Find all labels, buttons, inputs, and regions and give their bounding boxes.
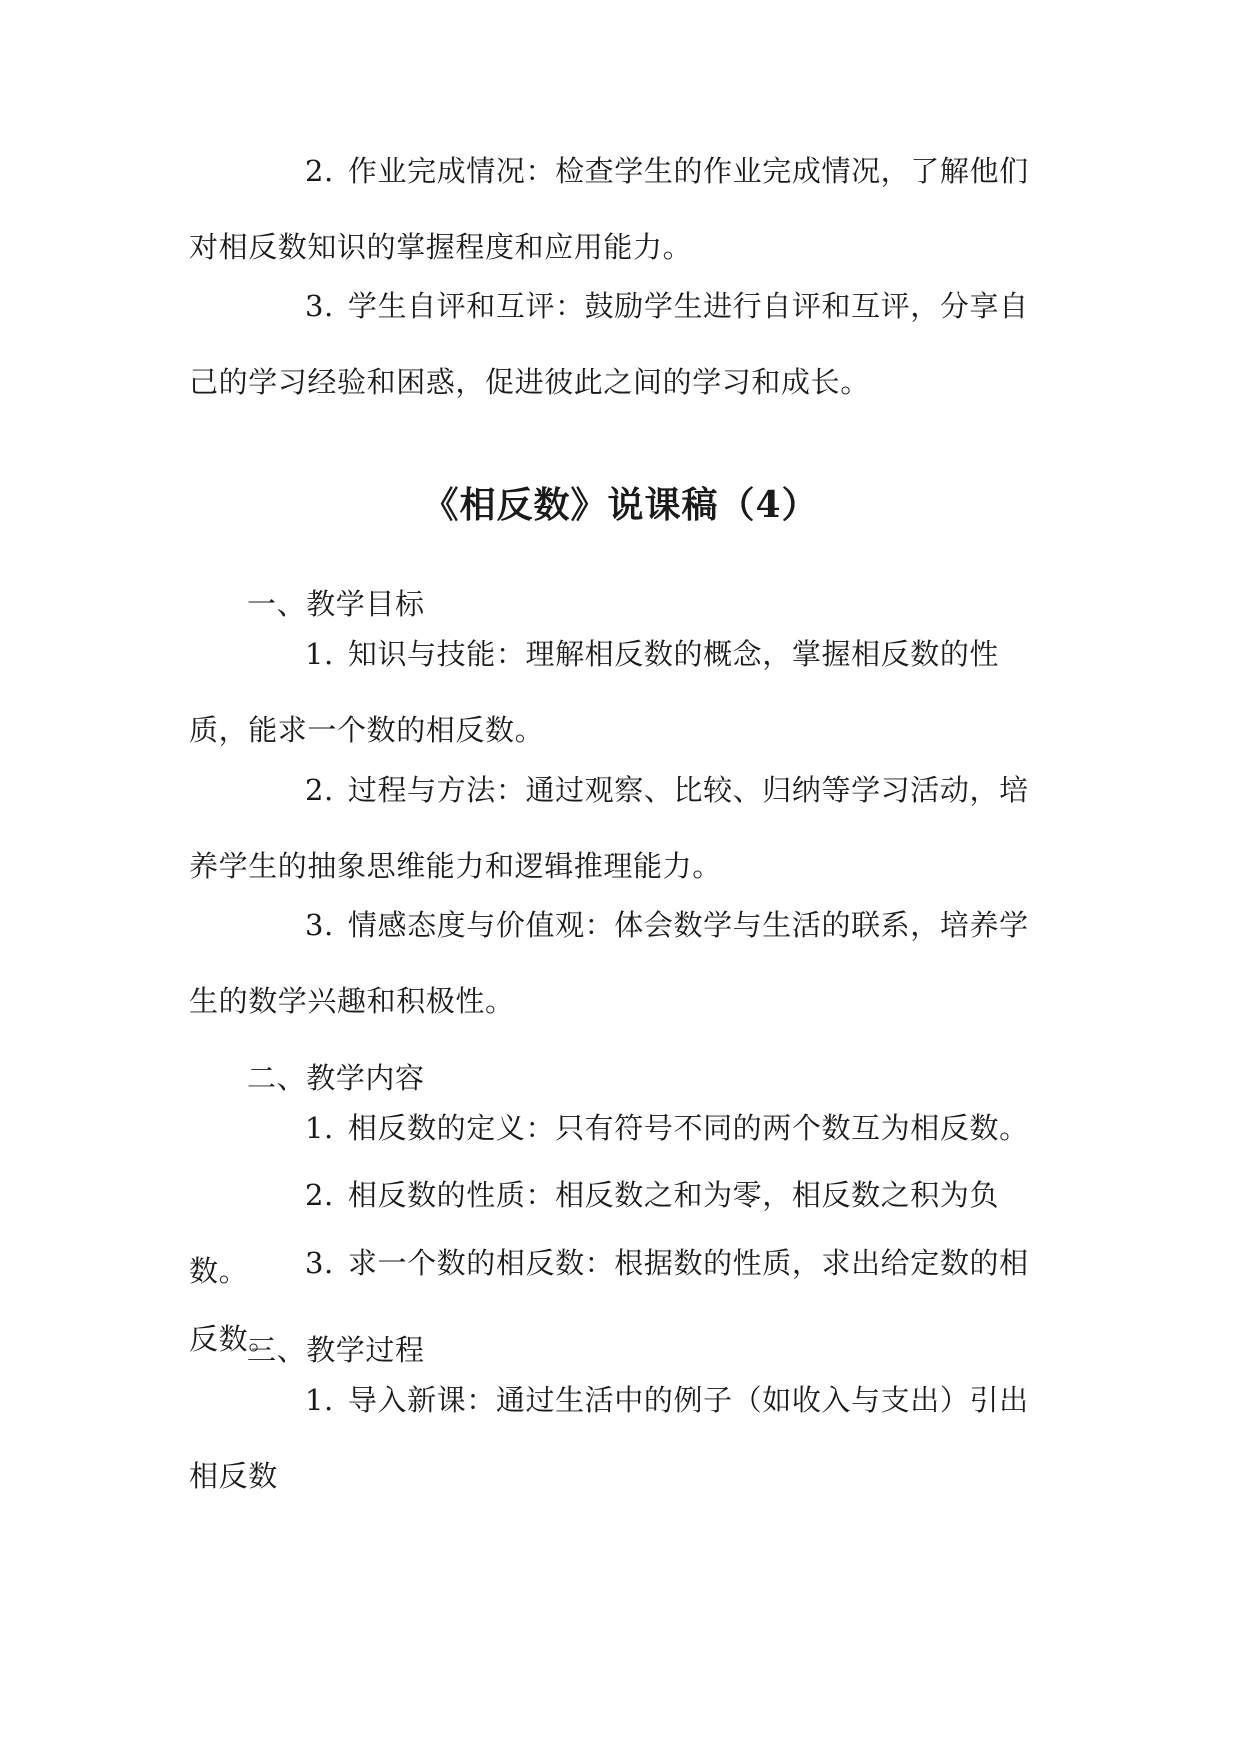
heading-text: 三、教学过程 (247, 1333, 425, 1367)
paragraph-text: 相反数的定义：只有符号不同的两个数互为相反数。 (347, 1111, 1029, 1145)
heading-text: 一、教学目标 (247, 587, 425, 621)
paragraph-process-methods (189, 752, 1044, 904)
paragraph-text: 情感态度与价值观：体会数学与生活的联系，培养学生的数学兴趣和积极性。 (189, 908, 1029, 1018)
paragraph-attitude-values (189, 887, 1044, 1039)
item-number: 3. (305, 289, 334, 323)
item-number: 3. (305, 1246, 334, 1280)
document-title: 《相反数》说课稿（4） (422, 484, 819, 526)
item-number: 3. (305, 908, 334, 942)
paragraph-text: 作业完成情况：检查学生的作业完成情况，了解他们对相反数知识的掌握程度和应用能力。 (189, 154, 1029, 264)
item-number: 1. (305, 1383, 334, 1417)
paragraph-homework-check (189, 133, 1044, 285)
item-number: 2. (305, 1178, 334, 1212)
paragraph-text: 求一个数的相反数：根据数的性质，求出给定数的相反数。 (189, 1246, 1029, 1356)
heading-text: 二、教学内容 (247, 1061, 425, 1095)
item-number: 1. (305, 1111, 334, 1145)
paragraph-text: 过程与方法：通过观察、比较、归纳等学习活动，培养学生的抽象思维能力和逻辑推理能力。 (189, 773, 1029, 883)
paragraph-definition (189, 1090, 1044, 1166)
paragraph-text: 知识与技能：理解相反数的概念，掌握相反数的性质，能求一个数的相反数。 (189, 637, 1000, 747)
paragraph-text: 导入新课：通过生活中的例子（如收入与支出）引出相反数 (189, 1383, 1029, 1493)
item-number: 2. (305, 773, 334, 807)
paragraph-text: 相反数的性质：相反数之和为零，相反数之积为负数。 (189, 1178, 1000, 1288)
paragraph-text: 学生自评和互评：鼓励学生进行自评和互评，分享自己的学习经验和困惑，促进彼此之间的学习和成长。 (189, 289, 1029, 399)
paragraph-introduction (189, 1362, 1044, 1514)
item-number: 1. (305, 637, 334, 671)
item-number: 2. (305, 154, 334, 188)
paragraph-knowledge-skills (189, 616, 1044, 768)
paragraph-self-peer-review (189, 268, 1044, 420)
